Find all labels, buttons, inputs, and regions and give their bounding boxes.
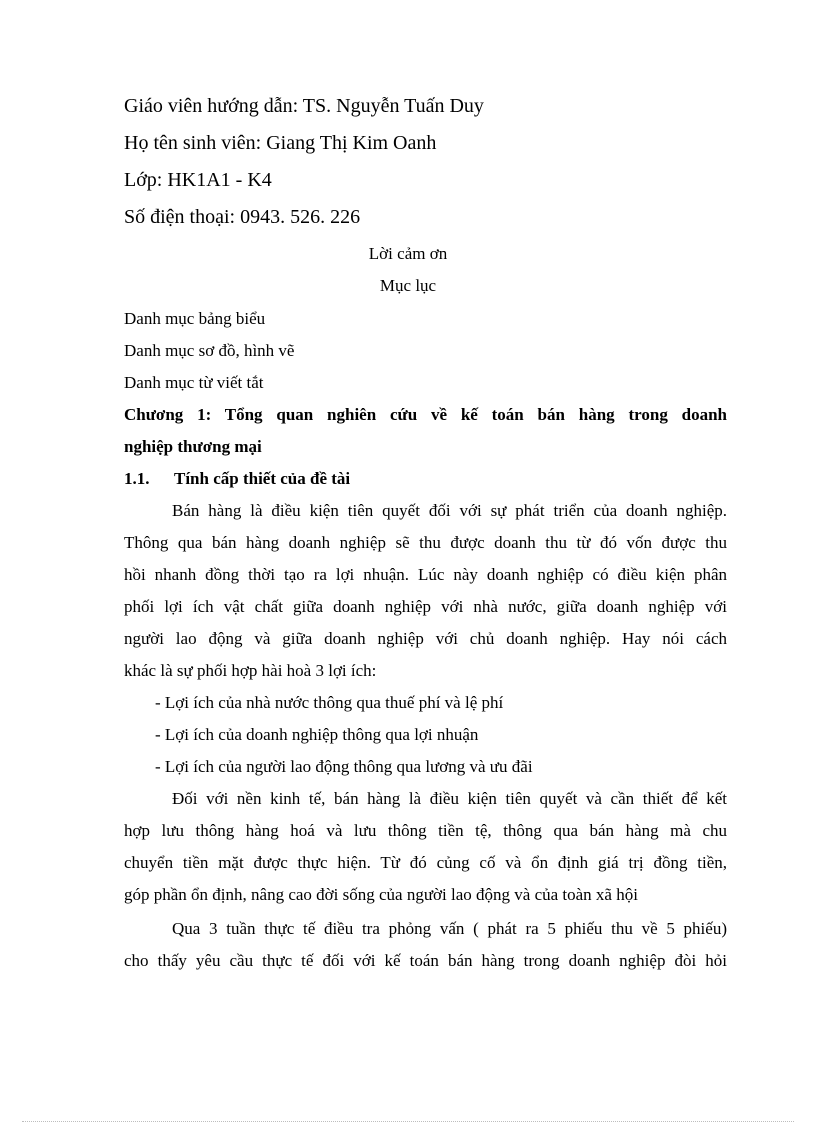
list-of-abbreviations: Danh mục từ viết tắt	[124, 373, 264, 392]
acknowledgements-heading: Lời cảm ơn	[368, 244, 448, 263]
list-of-figures: Danh mục sơ đồ, hình vẽ	[124, 341, 295, 360]
paragraph-1-line: hồi nhanh đồng thời tạo ra lợi nhuận. Lúc này doanh nghiệp có điều kiện phân	[124, 565, 727, 584]
paragraph-1-line: phối lợi ích vật chất giữa doanh nghiệp với nhà nước, giữa doanh nghiệp với	[124, 597, 727, 616]
section-title: Tính cấp thiết của đề tài	[174, 469, 351, 488]
class-line: Lớp: HK1A1 - K4	[124, 169, 272, 191]
paragraph-2-line: hợp lưu thông hàng hoá và lưu thông tiền tệ, thông qua bán hàng mà chu	[124, 821, 727, 840]
chapter-title-line-1: Chương 1: Tổng quan nghiên cứu về kế toán bán hàng trong doanh	[124, 405, 727, 424]
paragraph-3-line: cho thấy yêu cầu thực tế đối với kế toán bán hàng trong doanh nghiệp đòi hỏi	[124, 951, 727, 970]
chapter-title-line-2: nghiệp thương mại	[124, 437, 262, 456]
student-name-line: Họ tên sinh viên: Giang Thị Kim Oanh	[124, 132, 437, 154]
paragraph-2-line: góp phần ổn định, nâng cao đời sống của người lao động và của toàn xã hội	[124, 885, 638, 904]
bullet-item: - Lợi ích của nhà nước thông qua thuế phí và lệ phí	[155, 693, 504, 712]
advisor-line: Giáo viên hướng dẫn: TS. Nguyễn Tuấn Duy	[124, 95, 484, 117]
table-of-contents-heading: Mục lục	[379, 276, 437, 295]
paragraph-2-line: chuyển tiền mặt được thực hiện. Từ đó củng cố và ổn định giá trị đồng tiền,	[124, 853, 727, 872]
paragraph-2-line: Đối với nền kinh tế, bán hàng là điều kiện tiên quyết và cần thiết để kết	[172, 789, 727, 808]
page-bottom-border	[22, 1121, 794, 1122]
paragraph-1-line: khác là sự phối hợp hài hoà 3 lợi ích:	[124, 661, 377, 680]
phone-line: Số điện thoại: 0943. 526. 226	[124, 206, 361, 228]
paragraph-1-line: Bán hàng là điều kiện tiên quyết đối với sự phát triển của doanh nghiệp.	[172, 501, 727, 520]
bullet-item: - Lợi ích của doanh nghiệp thông qua lợi nhuận	[155, 725, 479, 744]
section-heading	[0, 469, 816, 493]
paragraph-1-line: Thông qua bán hàng doanh nghiệp sẽ thu được doanh thu từ đó vốn được thu	[124, 533, 727, 552]
list-of-tables: Danh mục bảng biểu	[124, 309, 266, 328]
bullet-item: - Lợi ích của người lao động thông qua lương và ưu đãi	[155, 757, 533, 776]
section-number: 1.1.	[124, 469, 150, 488]
paragraph-3-line: Qua 3 tuần thực tế điều tra phỏng vấn ( phát ra 5 phiếu thu về 5 phiếu)	[172, 919, 727, 938]
paragraph-1-line: người lao động và giữa doanh nghiệp với chủ doanh nghiệp. Hay nói cách	[124, 629, 727, 648]
